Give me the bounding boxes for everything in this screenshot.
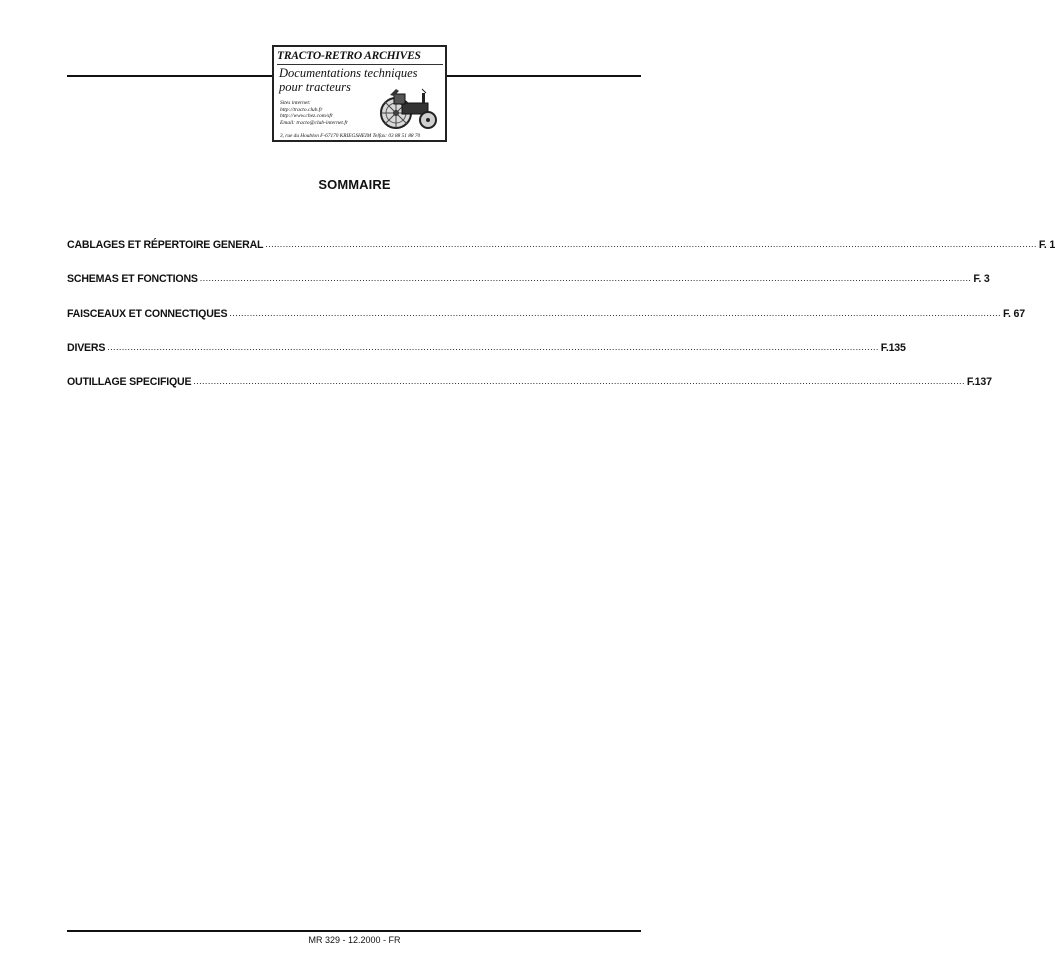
toc-entry-cablages (67, 239, 1055, 253)
toc-entry-label: CABLAGES ET RÉPERTOIRE GENERAL (67, 239, 264, 251)
toc-dot-leader: .......................................................................................................................................................................................................................................................................... (193, 376, 965, 386)
toc-entry-page: F. 1 (1038, 239, 1055, 251)
toc-entry-page: F.137 (966, 376, 992, 388)
toc-entry-label: FAISCEAUX ET CONNECTIQUES (67, 308, 228, 320)
toc-dot-leader: .......................................................................................................................................................................................................................................................................... (107, 342, 879, 352)
page-title: SOMMAIRE (318, 177, 391, 192)
tractor-illustration-icon (372, 85, 442, 131)
toc-entry-label: OUTILLAGE SPECIFIQUE (67, 376, 192, 388)
toc-entry-label: DIVERS (67, 342, 106, 354)
document-reference: MR 329 - 12.2000 - FR (308, 935, 401, 945)
stamp-url-1: http://tracto.club.fr (280, 106, 323, 113)
toc-entry-outillage (67, 376, 992, 390)
footer-rule (67, 930, 641, 932)
stamp-email: Email: tracto@club-internet.fr (280, 119, 348, 126)
toc-dot-leader: .......................................................................................................................................................................................................................................................................... (229, 308, 1001, 318)
toc-entry-label: SCHEMAS ET FONCTIONS (67, 273, 198, 285)
stamp-address: 3, rue du Houblon F-67170 KRIEGSHEIM Telfax: 03 88 51 88 70 (280, 133, 421, 139)
stamp-sites-label: Sites internet: (280, 100, 311, 106)
toc-entry-divers (67, 342, 906, 356)
toc-dot-leader: .......................................................................................................................................................................................................................................................................... (265, 239, 1037, 249)
stamp-subtitle-line2: pour tracteurs (279, 80, 351, 94)
toc-dot-leader: .......................................................................................................................................................................................................................................................................... (199, 273, 972, 283)
toc-entry-faisceaux (67, 308, 1025, 322)
toc-entry-page: F. 3 (973, 273, 990, 285)
archive-stamp-logo (272, 45, 447, 142)
stamp-url-2: http://www.chez.com/sfr (280, 113, 334, 119)
stamp-subtitle-line1: Documentations techniques (279, 66, 418, 80)
toc-entry-schemas (67, 273, 990, 287)
stamp-title: TRACTO-RETRO ARCHIVES (277, 49, 443, 65)
toc-entry-page: F. 67 (1002, 308, 1025, 320)
toc-entry-page: F.135 (880, 342, 906, 354)
